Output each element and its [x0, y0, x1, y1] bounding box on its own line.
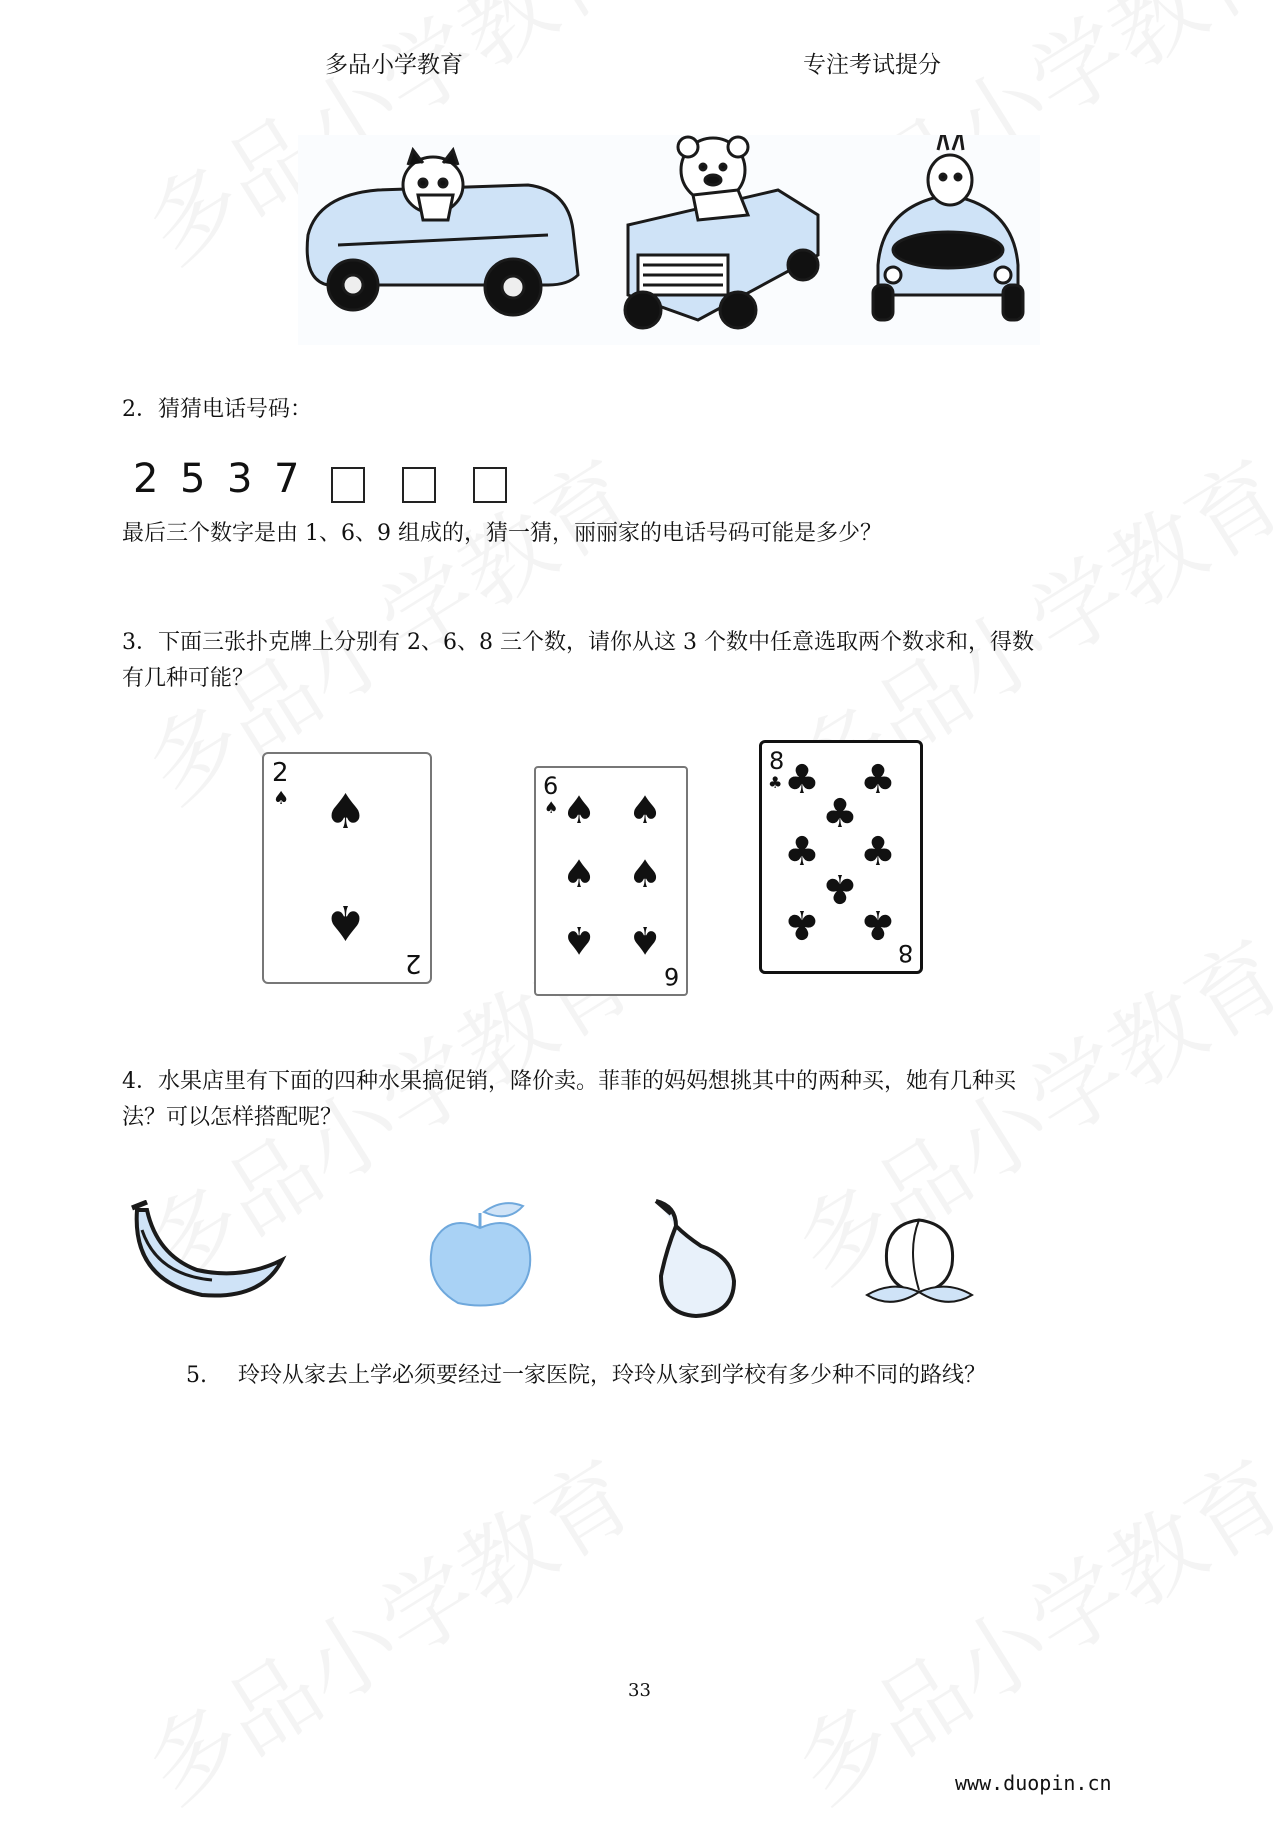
- q3-line1: 3．下面三张扑克牌上分别有 2、6、8 三个数，请你从这 3 个数中任意选取两个数求和，得数: [122, 630, 1034, 655]
- spade-icon: ♠: [628, 852, 663, 896]
- q5-number: 5.: [186, 1363, 207, 1388]
- club-icon: ♣: [860, 757, 896, 803]
- q4-line1: 4．水果店里有下面的四种水果搞促销，降价卖。菲菲的妈妈想挑其中的两种买，她有几种买: [122, 1069, 1017, 1094]
- card-rank: 6: [663, 962, 679, 990]
- spade-icon: ♠: [562, 918, 597, 962]
- card-rank: 8: [897, 939, 913, 967]
- playing-card-6: [534, 766, 688, 996]
- watermark: [117, 1424, 655, 1828]
- pear-icon: [636, 1196, 746, 1321]
- q4-line2: 法？可以怎样搭配呢？: [122, 1105, 343, 1130]
- q3-line2: 有几种可能？: [122, 666, 255, 691]
- cars-illustration: [298, 135, 1040, 345]
- apple-icon: [418, 1198, 543, 1313]
- q2-title: 2．猜猜电话号码：: [122, 397, 312, 422]
- phone-digit: 2: [133, 456, 159, 502]
- club-icon: ♣: [784, 829, 820, 875]
- q5-text: 玲玲从家去上学必须要经过一家医院，玲玲从家到学校有多少种不同的路线？: [238, 1363, 987, 1388]
- watermark: [767, 1424, 1280, 1828]
- spade-icon: ♠: [628, 918, 663, 962]
- playing-card-8: [759, 740, 923, 974]
- card-rank: 8: [769, 747, 785, 775]
- spade-icon: ♠: [562, 788, 597, 832]
- page-number: 33: [628, 1680, 651, 1701]
- blank-box: [402, 467, 436, 503]
- club-icon: ♣: [860, 829, 896, 875]
- club-icon: ♣: [822, 791, 858, 837]
- banana-icon: [122, 1200, 292, 1310]
- club-icon: ♣: [822, 865, 858, 911]
- spade-icon: ♠: [324, 784, 368, 840]
- phone-digit: 3: [227, 456, 253, 502]
- header-left: 多品小学教育: [325, 52, 463, 78]
- spade-icon: ♠: [628, 788, 663, 832]
- club-icon: ♣: [860, 901, 896, 947]
- spade-icon: ♠: [324, 894, 368, 950]
- card-rank: 2: [272, 758, 289, 788]
- phone-digit: 7: [274, 456, 300, 502]
- header-right: 专注考试提分: [803, 52, 941, 78]
- playing-card-2: [262, 752, 432, 984]
- card-suit-small: ♠: [544, 798, 559, 817]
- card-suit-small: ♠: [273, 788, 290, 809]
- phone-digit: 5: [180, 456, 206, 502]
- peach-icon: [862, 1210, 977, 1315]
- card-suit-small: ♣: [768, 773, 783, 792]
- blank-box: [331, 467, 365, 503]
- club-icon: ♣: [784, 757, 820, 803]
- footer-url: www.duopin.cn: [955, 1771, 1112, 1795]
- spade-icon: ♠: [562, 852, 597, 896]
- blank-box: [473, 467, 507, 503]
- card-rank: 2: [405, 948, 422, 978]
- card-rank: 6: [543, 772, 559, 800]
- q2-text: 最后三个数字是由 1、6、9 组成的，猜一猜，丽丽家的电话号码可能是多少？: [122, 521, 882, 546]
- club-icon: ♣: [784, 901, 820, 947]
